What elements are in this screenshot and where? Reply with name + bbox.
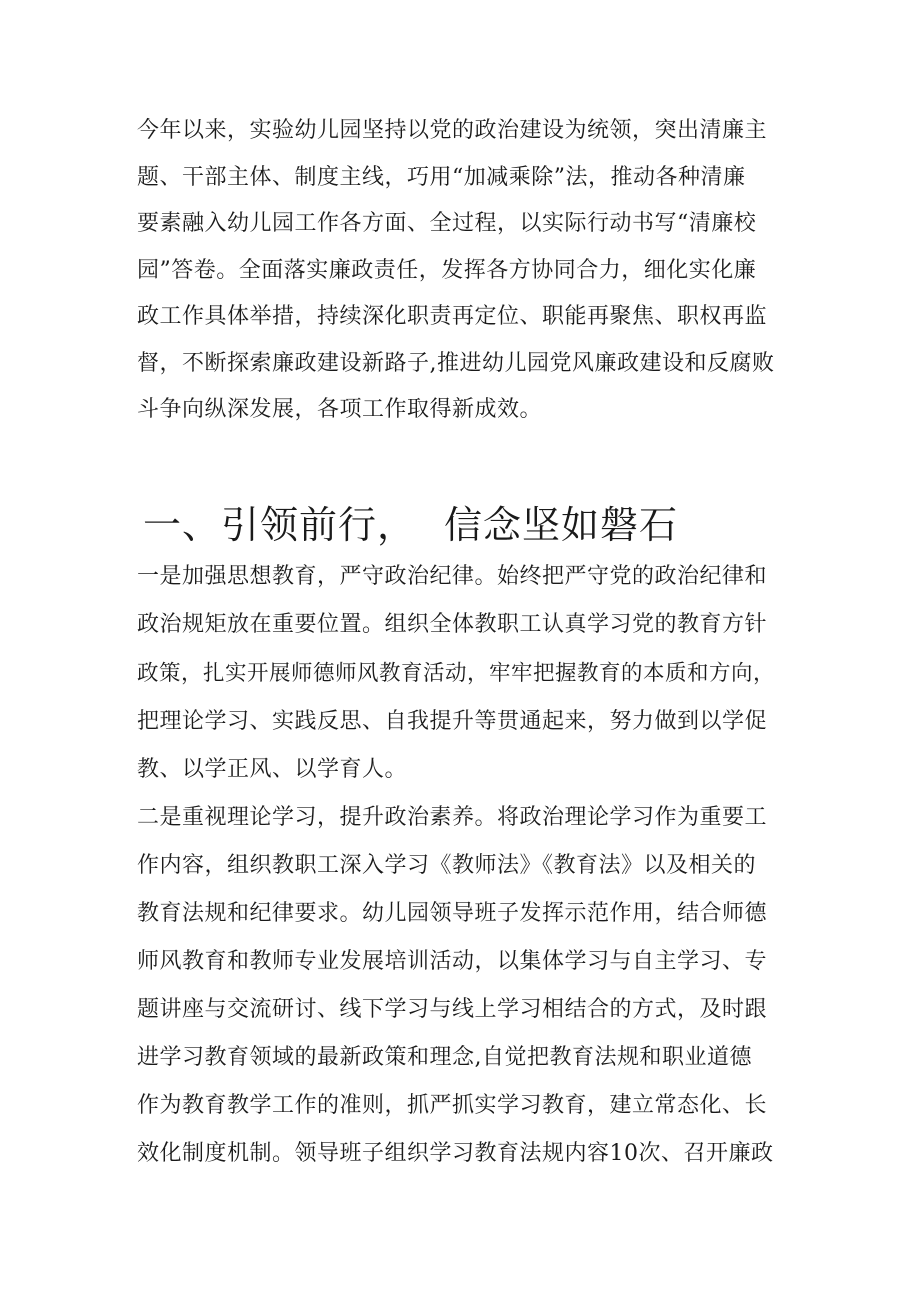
para1-line: 政策，扎实开展师德师风教育活动，牢牢把握教育的本质和方向， (137, 661, 776, 686)
para2-line: 师风教育和教师专业发展培训活动，以集体学习与自主学习、专 (137, 949, 768, 974)
para2-line: 进学习教育领域的最新政策和理念,自觉把教育法规和职业道德 (137, 1045, 752, 1070)
intro-line: 督，不断探索廉政建设新路子,推进幼儿园党风廉政建设和反腐败 (137, 351, 775, 376)
section-heading-part2: 信念坚如磐石 (444, 503, 679, 547)
para2-line: 作为教育教学工作的准则，抓严抓实学习教育，建立常态化、长 (137, 1093, 768, 1118)
intro-line: 斗争向纵深发展，各项工作取得新成效。 (137, 397, 543, 422)
para2-line: 教育法规和纪律要求。幼儿园领导班子发挥示范作用，结合师德 (137, 901, 768, 926)
section-heading (143, 501, 678, 549)
intro-line: 政工作具体举措，持续深化职责再定位、职能再聚焦、职权再监 (137, 304, 768, 329)
section-heading-part1: 一、引领前行， (143, 503, 417, 547)
intro-line: 要素融入幼儿园工作各方面、全过程，以实际行动书写“清廉校 (137, 211, 757, 236)
intro-line: 题、干部主体、制度主线，巧用“加减乘除”法，推动各种清廉 (137, 165, 746, 190)
para1-line: 教、以学正风、以学育人。 (137, 757, 408, 782)
para2-line: 作内容，组织教职工深入学习《教师法》《教育法》以及相关的 (137, 853, 757, 878)
intro-line: 园”答卷。全面落实廉政责任，发挥各方协同合力，细化实化廉 (137, 258, 757, 283)
para1-line: 把理论学习、实践反思、自我提升等贯通起来，努力做到以学促 (137, 709, 768, 734)
para2-line: 题讲座与交流研讨、线下学习与线上学习相结合的方式，及时跟 (137, 997, 768, 1022)
para2-line: 效化制度机制。领导班子组织学习教育法规内容10次、召开廉政 (137, 1141, 774, 1166)
para1-line: 政治规矩放在重要位置。组织全体教职工认真学习党的教育方针 (137, 612, 768, 637)
para1-line: 一是加强思想教育，严守政治纪律。始终把严守党的政治纪律和 (137, 564, 768, 589)
para2-line: 二是重视理论学习，提升政治素养。将政治理论学习作为重要工 (137, 805, 768, 830)
intro-line: 今年以来，实验幼儿园坚持以党的政治建设为统领，突出清廉主 (137, 118, 768, 143)
